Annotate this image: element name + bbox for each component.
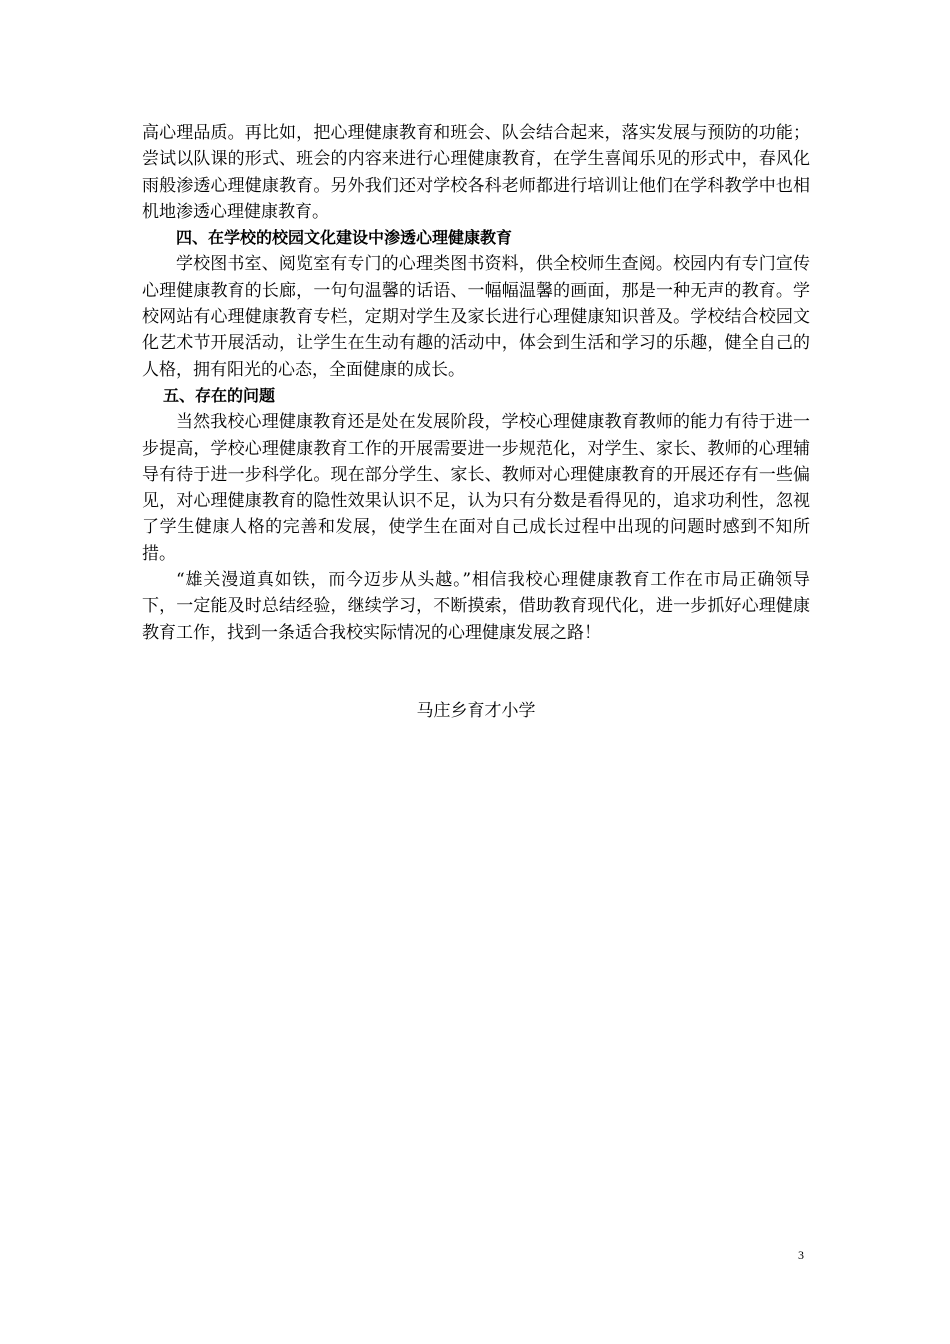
paragraph-continuation: 高心理品质。再比如，把心理健康教育和班会、队会结合起来，落实发展与预防的功能；尝试以队课的形式、班会的内容来进行心理健康教育，在学生喜闻乐见的形式中，春风化雨般渗透心理健康教育。另外我们还对学校各科老师都进行培训让他们在学科教学中也相机地渗透心理健康教育。	[142, 123, 810, 222]
page-number: 3	[798, 1248, 804, 1262]
signature: 马庄乡育才小学	[416, 700, 536, 721]
paragraph-problems: 当然我校心理健康教育还是处在发展阶段，学校心理健康教育教师的能力有待于进一步提高，学校心理健康教育工作的开展需要进一步规范化，对学生、家长、教师的心理辅导有待于进一步科学化。现在部分学生、家长、教师对心理健康教育的开展还存有一些偏见，对心理健康教育的隐性效果认识不足，认为只有分数是看得见的，追求功利性，忽视了学生健康人格的完善和发展，使学生在面对自己成长过程中出现的问题时感到不知所措。	[142, 412, 810, 564]
section-heading-4: 四、在学校的校园文化建设中渗透心理健康教育	[176, 228, 513, 248]
paragraph-conclusion: “雄关漫道真如铁，而今迈步从头越。”相信我校心理健康教育工作在市局正确领导下，一定能及时总结经验，继续学习，不断摸索，借助教育现代化，进一步抓好心理健康教育工作，找到一条适合我校实际情况的心理健康发展之路！	[142, 570, 810, 643]
document-body	[142, 120, 810, 724]
paragraph-campus-culture: 学校图书室、阅览室有专门的心理类图书资料，供全校师生查阅。校园内有专门宣传心理健康教育的长廊，一句句温馨的话语、一幅幅温馨的画面，那是一种无声的教育。学校网站有心理健康教育专栏，定期对学生及家长进行心理健康知识普及。学校结合校园文化艺术节开展活动，让学生在生动有趣的活动中，体会到生活和学习的乐趣，健全自己的人格，拥有阳光的心态，全面健康的成长。	[142, 254, 810, 380]
section-heading-5: 五、存在的问题	[163, 385, 276, 405]
